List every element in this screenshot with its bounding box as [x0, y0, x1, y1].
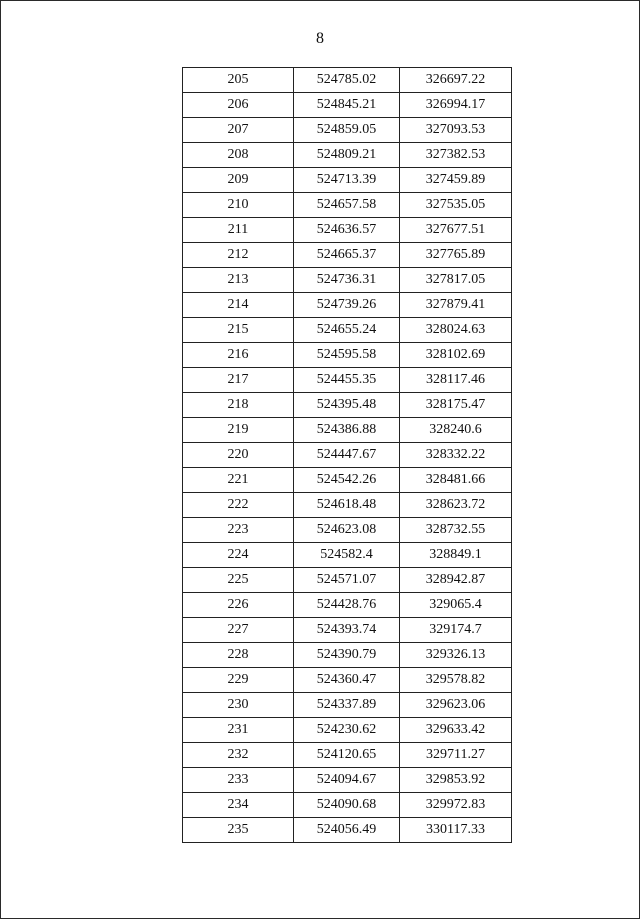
table-row	[183, 618, 512, 643]
point-number-cell: 209	[183, 168, 294, 193]
y-coordinate-cell: 328240.6	[400, 418, 512, 443]
x-coordinate-cell: 524390.79	[294, 643, 400, 668]
table-row	[183, 368, 512, 393]
x-coordinate-cell: 524395.48	[294, 393, 400, 418]
x-coordinate-cell: 524393.74	[294, 618, 400, 643]
point-number-cell: 233	[183, 768, 294, 793]
x-coordinate-cell: 524230.62	[294, 718, 400, 743]
point-number-cell: 212	[183, 243, 294, 268]
x-coordinate-cell: 524657.58	[294, 193, 400, 218]
y-coordinate-cell: 329711.27	[400, 743, 512, 768]
point-number-cell: 229	[183, 668, 294, 693]
point-number-cell: 219	[183, 418, 294, 443]
x-coordinate-cell: 524736.31	[294, 268, 400, 293]
table-row	[183, 468, 512, 493]
table-row	[183, 118, 512, 143]
point-number-cell: 226	[183, 593, 294, 618]
table-row	[183, 193, 512, 218]
y-coordinate-cell: 328849.1	[400, 543, 512, 568]
table-row	[183, 68, 512, 93]
x-coordinate-cell: 524665.37	[294, 243, 400, 268]
table-row	[183, 343, 512, 368]
y-coordinate-cell: 326994.17	[400, 93, 512, 118]
x-coordinate-cell: 524785.02	[294, 68, 400, 93]
x-coordinate-cell: 524582.4	[294, 543, 400, 568]
x-coordinate-cell: 524655.24	[294, 318, 400, 343]
x-coordinate-cell: 524571.07	[294, 568, 400, 593]
x-coordinate-cell: 524094.67	[294, 768, 400, 793]
x-coordinate-cell: 524595.58	[294, 343, 400, 368]
point-number-cell: 207	[183, 118, 294, 143]
point-number-cell: 223	[183, 518, 294, 543]
y-coordinate-cell: 326697.22	[400, 68, 512, 93]
x-coordinate-cell: 524859.05	[294, 118, 400, 143]
y-coordinate-cell: 329623.06	[400, 693, 512, 718]
x-coordinate-cell: 524386.88	[294, 418, 400, 443]
x-coordinate-cell: 524845.21	[294, 93, 400, 118]
point-number-cell: 234	[183, 793, 294, 818]
x-coordinate-cell: 524056.49	[294, 818, 400, 843]
y-coordinate-cell: 327817.05	[400, 268, 512, 293]
table-row	[183, 168, 512, 193]
point-number-cell: 235	[183, 818, 294, 843]
y-coordinate-cell: 327879.41	[400, 293, 512, 318]
x-coordinate-cell: 524636.57	[294, 218, 400, 243]
x-coordinate-cell: 524713.39	[294, 168, 400, 193]
y-coordinate-cell: 329174.7	[400, 618, 512, 643]
y-coordinate-cell: 327382.53	[400, 143, 512, 168]
point-number-cell: 220	[183, 443, 294, 468]
table-row	[183, 268, 512, 293]
y-coordinate-cell: 327459.89	[400, 168, 512, 193]
point-number-cell: 216	[183, 343, 294, 368]
table-row	[183, 718, 512, 743]
point-number-cell: 224	[183, 543, 294, 568]
point-number-cell: 210	[183, 193, 294, 218]
page-number: 8	[316, 30, 324, 47]
y-coordinate-cell: 329972.83	[400, 793, 512, 818]
table-row	[183, 393, 512, 418]
y-coordinate-cell: 329326.13	[400, 643, 512, 668]
x-coordinate-cell: 524090.68	[294, 793, 400, 818]
point-number-cell: 205	[183, 68, 294, 93]
x-coordinate-cell: 524809.21	[294, 143, 400, 168]
table-row	[183, 218, 512, 243]
point-number-cell: 221	[183, 468, 294, 493]
table-row	[183, 93, 512, 118]
point-number-cell: 225	[183, 568, 294, 593]
table-row	[183, 818, 512, 843]
x-coordinate-cell: 524428.76	[294, 593, 400, 618]
x-coordinate-cell: 524120.65	[294, 743, 400, 768]
x-coordinate-cell: 524447.67	[294, 443, 400, 468]
point-number-cell: 222	[183, 493, 294, 518]
y-coordinate-cell: 329578.82	[400, 668, 512, 693]
y-coordinate-cell: 330117.33	[400, 818, 512, 843]
table-row	[183, 668, 512, 693]
point-number-cell: 231	[183, 718, 294, 743]
point-number-cell: 215	[183, 318, 294, 343]
table-row	[183, 693, 512, 718]
point-number-cell: 218	[183, 393, 294, 418]
point-number-cell: 232	[183, 743, 294, 768]
table-row	[183, 643, 512, 668]
y-coordinate-cell: 328623.72	[400, 493, 512, 518]
table-row	[183, 743, 512, 768]
y-coordinate-cell: 328481.66	[400, 468, 512, 493]
table-row	[183, 543, 512, 568]
point-number-cell: 213	[183, 268, 294, 293]
point-number-cell: 230	[183, 693, 294, 718]
table-row	[183, 768, 512, 793]
point-number-cell: 206	[183, 93, 294, 118]
table-row	[183, 593, 512, 618]
table-row	[183, 518, 512, 543]
point-number-cell: 217	[183, 368, 294, 393]
y-coordinate-cell: 327677.51	[400, 218, 512, 243]
y-coordinate-cell: 327535.05	[400, 193, 512, 218]
table-row	[183, 443, 512, 468]
y-coordinate-cell: 329633.42	[400, 718, 512, 743]
x-coordinate-cell: 524360.47	[294, 668, 400, 693]
y-coordinate-cell: 328175.47	[400, 393, 512, 418]
y-coordinate-cell: 327093.53	[400, 118, 512, 143]
table-row	[183, 493, 512, 518]
table-row	[183, 318, 512, 343]
table-row	[183, 418, 512, 443]
x-coordinate-cell: 524455.35	[294, 368, 400, 393]
x-coordinate-cell: 524623.08	[294, 518, 400, 543]
y-coordinate-cell: 327765.89	[400, 243, 512, 268]
table-row	[183, 143, 512, 168]
point-number-cell: 214	[183, 293, 294, 318]
point-number-cell: 227	[183, 618, 294, 643]
y-coordinate-cell: 328117.46	[400, 368, 512, 393]
y-coordinate-cell: 328024.63	[400, 318, 512, 343]
point-number-cell: 228	[183, 643, 294, 668]
y-coordinate-cell: 328102.69	[400, 343, 512, 368]
x-coordinate-cell: 524337.89	[294, 693, 400, 718]
table-row	[183, 293, 512, 318]
point-number-cell: 211	[183, 218, 294, 243]
x-coordinate-cell: 524739.26	[294, 293, 400, 318]
table-row	[183, 793, 512, 818]
y-coordinate-cell: 328942.87	[400, 568, 512, 593]
coordinates-table	[182, 67, 512, 843]
point-number-cell: 208	[183, 143, 294, 168]
x-coordinate-cell: 524618.48	[294, 493, 400, 518]
table-row	[183, 568, 512, 593]
y-coordinate-cell: 328732.55	[400, 518, 512, 543]
y-coordinate-cell: 329853.92	[400, 768, 512, 793]
coordinates-table-body	[183, 68, 512, 843]
y-coordinate-cell: 328332.22	[400, 443, 512, 468]
x-coordinate-cell: 524542.26	[294, 468, 400, 493]
y-coordinate-cell: 329065.4	[400, 593, 512, 618]
table-row	[183, 243, 512, 268]
